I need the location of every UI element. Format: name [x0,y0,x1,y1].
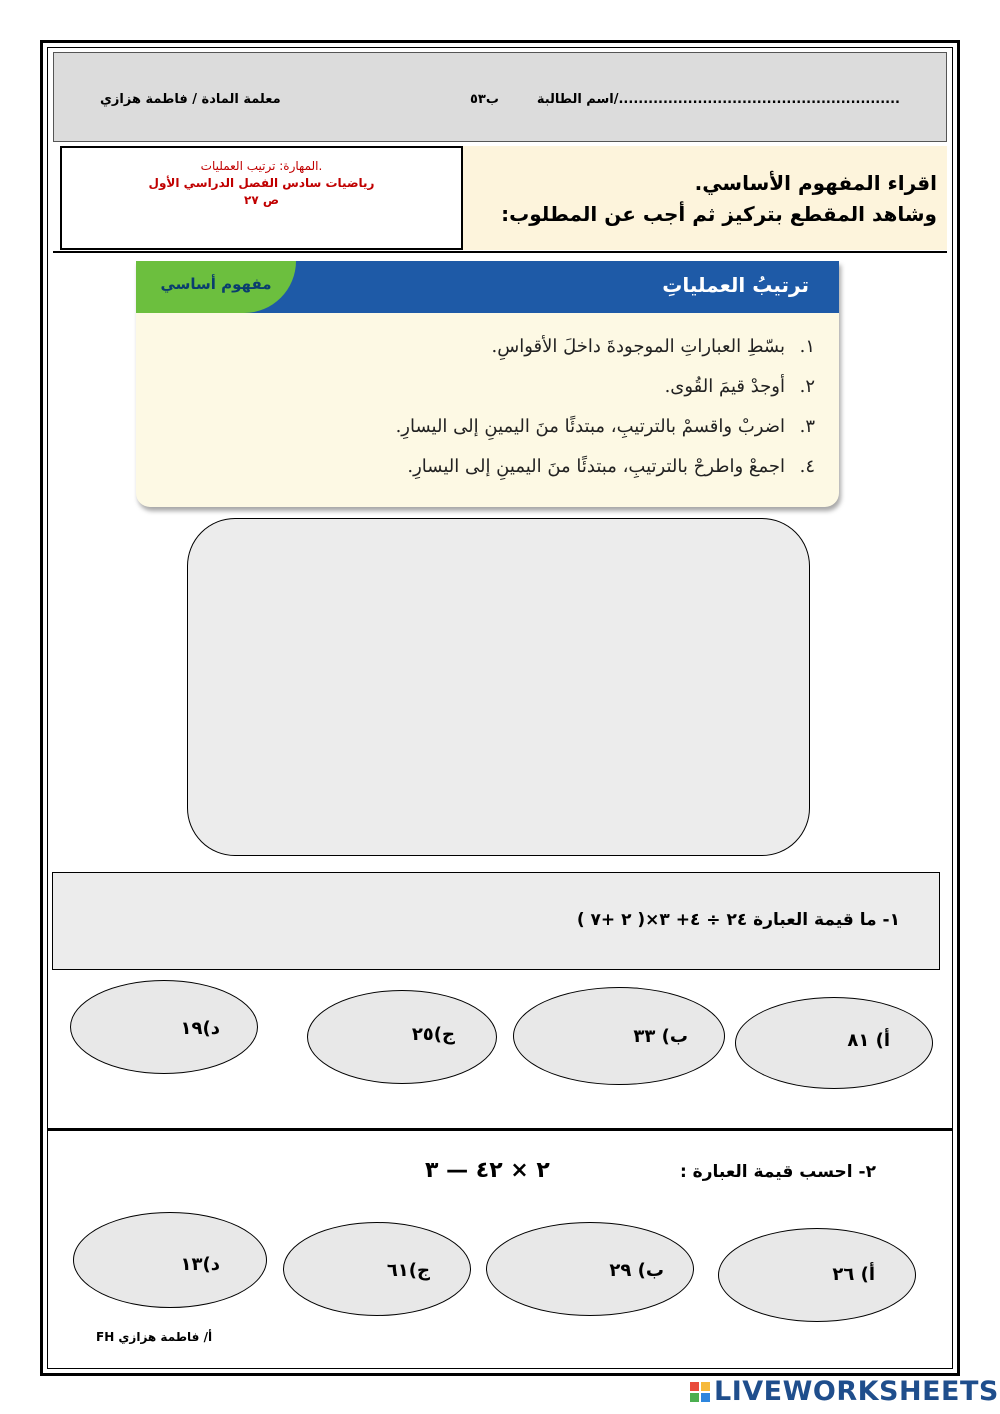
teacher-label: معلمة المادة / فاطمة هزازي [100,92,281,107]
section-divider [47,1128,953,1131]
q2-option-a[interactable] [718,1228,916,1322]
key-concept-card [136,261,839,507]
concept-step: ٣.اضربْ واقسمْ بالترتيبِ، مبتدئًا منَ اليمينِ إلى اليسارِ. [395,416,815,437]
concept-step: ٢.أوجدْ قيمَ القُوى. [664,376,815,397]
video-placeholder[interactable] [187,518,810,856]
concept-steps [175,327,815,487]
concept-title: ترتيبُ العملياتِ [662,273,809,297]
skill-box [60,146,463,250]
question-2-expression: ٢ × ٤٢ — ٣ [425,1158,550,1183]
logo-text: LIVEWORKSHEETS [714,1376,999,1407]
q1-option-a[interactable] [735,997,933,1089]
q2-option-c[interactable] [283,1222,471,1316]
q2-option-d-label: د)١٣ [180,1254,220,1275]
q1-option-d[interactable] [70,980,258,1074]
student-name-field: اسم الطالبة/......................................................... [536,92,900,107]
concept-step: ٤.اجمعْ واطرحْ بالترتيبِ، مبتدئًا منَ اليمينِ إلى اليسارِ. [407,456,815,477]
class-label: ب٥٣ [470,92,499,107]
q1-option-c[interactable] [307,990,497,1084]
q1-option-a-label: أ) ٨١ [847,1030,890,1051]
instructions-box [463,146,947,250]
q2-option-a-label: أ) ٢٦ [832,1264,875,1285]
liveworksheets-logo-icon [690,1382,710,1402]
q2-option-b-label: ب) ٢٩ [609,1260,664,1281]
question-2-text: ٢- احسب قيمة العبارة : [679,1162,876,1182]
q1-option-b-label: ب) ٣٣ [633,1026,688,1047]
skill-page: ص ٢٧ [244,193,279,207]
skill-title: المهارة: ترتيب العمليات. [200,159,323,173]
liveworksheets-logo[interactable] [690,1376,999,1407]
skill-subject: رياضيات سادس الفصل الدراسي الأول [148,176,375,190]
q2-option-c-label: ج)٦١ [386,1260,430,1281]
instruction-line-1: اقراء المفهوم الأساسي. [694,171,937,195]
question-1-text: ١- ما قيمة العبارة ٢٤ ÷ ٤+ ٣×( ٢ +٧ ) [576,910,900,930]
instruction-line-2: وشاهد المقطع بتركيز ثم أجب عن المطلوب: [501,202,937,226]
header-separator [53,251,947,253]
concept-tag: مفهوم أساسي [136,261,296,313]
q1-option-d-label: د)١٩ [180,1018,220,1039]
q1-option-c-label: ج)٢٥ [411,1024,455,1045]
q2-option-d[interactable] [73,1212,267,1308]
concept-step: ١.بسّطِ العباراتِ الموجودةَ داخلَ الأقواسِ. [491,336,815,357]
author-signature: أ/ فاطمة هزازي FH [96,1330,213,1344]
q1-option-b[interactable] [513,987,725,1085]
